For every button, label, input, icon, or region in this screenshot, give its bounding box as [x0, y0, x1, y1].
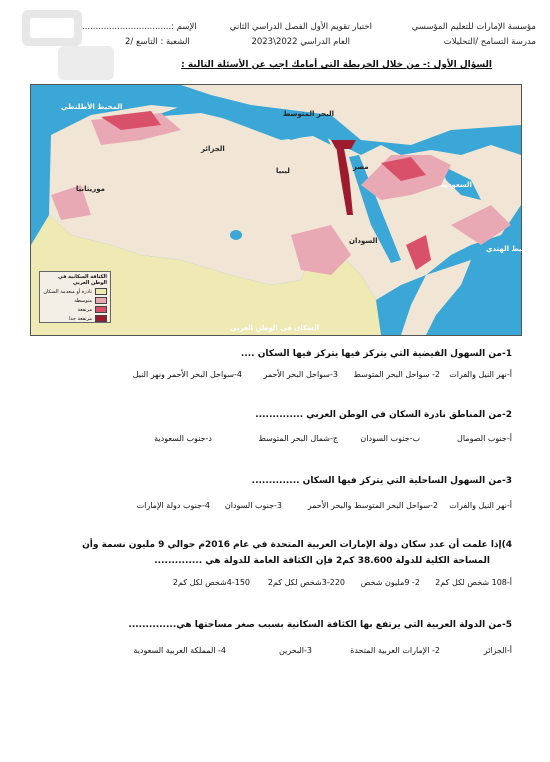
- legend-row: [43, 297, 107, 304]
- q4-option-4[interactable]: 4-150شخص لكل كم2: [172, 578, 250, 587]
- exam-title: اختبار تقويم الأول الفصل الدراسي الثاني: [229, 22, 372, 32]
- label-egypt: مصر: [353, 163, 369, 171]
- student-name-field: الإسم :.................................: [82, 22, 197, 32]
- q4-option-2[interactable]: 2- 9مليون شخص: [360, 578, 420, 587]
- legend-label: متوسطة: [74, 297, 92, 304]
- legend-row: [43, 288, 107, 295]
- question-2-text: 2-من المناطق نادرة السكان في الوطن العربي ..............: [255, 410, 512, 420]
- label-saudi: السعودية: [441, 181, 472, 189]
- legend-swatch: [95, 297, 107, 304]
- q4-option-a[interactable]: أ-108 شخص لكل كم2: [435, 578, 512, 587]
- q4-option-3[interactable]: 3-220شخص لكل كم2: [267, 578, 345, 587]
- legend-title: الكثافة السكانية في الوطن العربي: [58, 274, 107, 286]
- question-5-text: 5-من الدولة العربية التي يرتفع بها الكثافة السكانية بسبب صغر مساحتها هي..............: [128, 620, 512, 630]
- q3-option-a[interactable]: أ-نهر النيل والفرات: [449, 501, 512, 510]
- label-algeria: الجزائر: [201, 145, 225, 153]
- school-name: مدرسة التسامح /التحليلات: [443, 37, 536, 47]
- legend-label: نادرة أو منعدمة السكان: [43, 288, 92, 295]
- q2-option-c[interactable]: ج-شمال البحر المتوسط: [258, 434, 338, 443]
- legend-swatch: [95, 306, 107, 313]
- legend-label: مرتفعة جدا: [68, 315, 92, 322]
- label-mauritania: موريتانيا: [76, 185, 105, 193]
- watermark-logo: [18, 6, 118, 84]
- legend-row: [43, 315, 107, 322]
- label-libya: ليبيا: [276, 167, 290, 175]
- question-4-line-2: المساحة الكلية للدولة 38.600 كم2 فإن الكثافة العامة للدولة هي ..............: [154, 556, 490, 566]
- q1-option-3[interactable]: 3-سواحل البحر الأحمر: [263, 370, 338, 379]
- q3-option-4[interactable]: 4-جنوب دولة الإمارات: [136, 501, 210, 510]
- institution-name: مؤسسة الإمارات للتعليم المؤسسي: [411, 22, 536, 32]
- q2-option-a[interactable]: أ-جنوب الصومال: [457, 434, 512, 443]
- q1-option-a[interactable]: أ-نهر النيل والفرات: [449, 370, 512, 379]
- q2-option-b[interactable]: ب-جنوب السودان: [360, 434, 420, 443]
- question-4-line-1: 4)إذا علمت أن عدد سكان دولة الإمارات العربية المتحدة في عام 2016م حوالي 9 مليون نسمة وأن: [82, 540, 512, 550]
- legend-swatch: [95, 288, 107, 295]
- q5-option-4[interactable]: 4- المملكة العربية السعودية: [133, 646, 226, 655]
- q1-option-2[interactable]: 2- سواحل البحر المتوسط: [353, 370, 440, 379]
- legend-swatch: [95, 315, 107, 322]
- q5-option-2[interactable]: 2- الإمارات العربية المتحدة: [350, 646, 440, 655]
- q3-option-2[interactable]: 2-سواحل البحر المتوسط والبحر الأحمر: [307, 501, 438, 510]
- legend-row: [43, 306, 107, 313]
- q5-option-3[interactable]: 3-البحرين: [279, 646, 312, 655]
- map-caption: السكان في الوطن العربي: [230, 324, 320, 332]
- legend-label: مرتفعة: [77, 306, 92, 313]
- label-indian-ocean: المحيط الهندي: [486, 245, 537, 253]
- q2-option-d[interactable]: د-جنوب السعودية: [154, 434, 212, 443]
- question-3-text: 3-من السهول الساحلية التي يتركز فيها السكان ..............: [251, 476, 512, 486]
- lake-chad: [230, 230, 242, 240]
- q3-option-3[interactable]: 3-جنوب السودان: [224, 501, 282, 510]
- question-intro: السؤال الأول :- من خلال الخريطة التي أمامك اجب عن الأسئلة التالية :: [181, 60, 492, 70]
- label-sudan: السودان: [349, 237, 378, 245]
- label-mediterranean: البحر المتوسط: [283, 110, 335, 118]
- q5-option-a[interactable]: أ-الجزائر: [483, 646, 512, 655]
- question-1-text: 1-من السهول الفيضية التي يتركز فيها يتركز فيها السكان ....: [240, 349, 512, 359]
- label-atlantic: المحيط الأطلنطي: [61, 103, 123, 111]
- population-map: [30, 84, 537, 336]
- academic-year: العام الدراسي 2022\2023: [251, 37, 350, 47]
- section-field: الشعبة : التاسع /2: [125, 37, 190, 47]
- q1-option-4[interactable]: 4-سواحل البحر الأحمر ونهر النيل: [132, 370, 242, 379]
- map-legend: [39, 271, 111, 323]
